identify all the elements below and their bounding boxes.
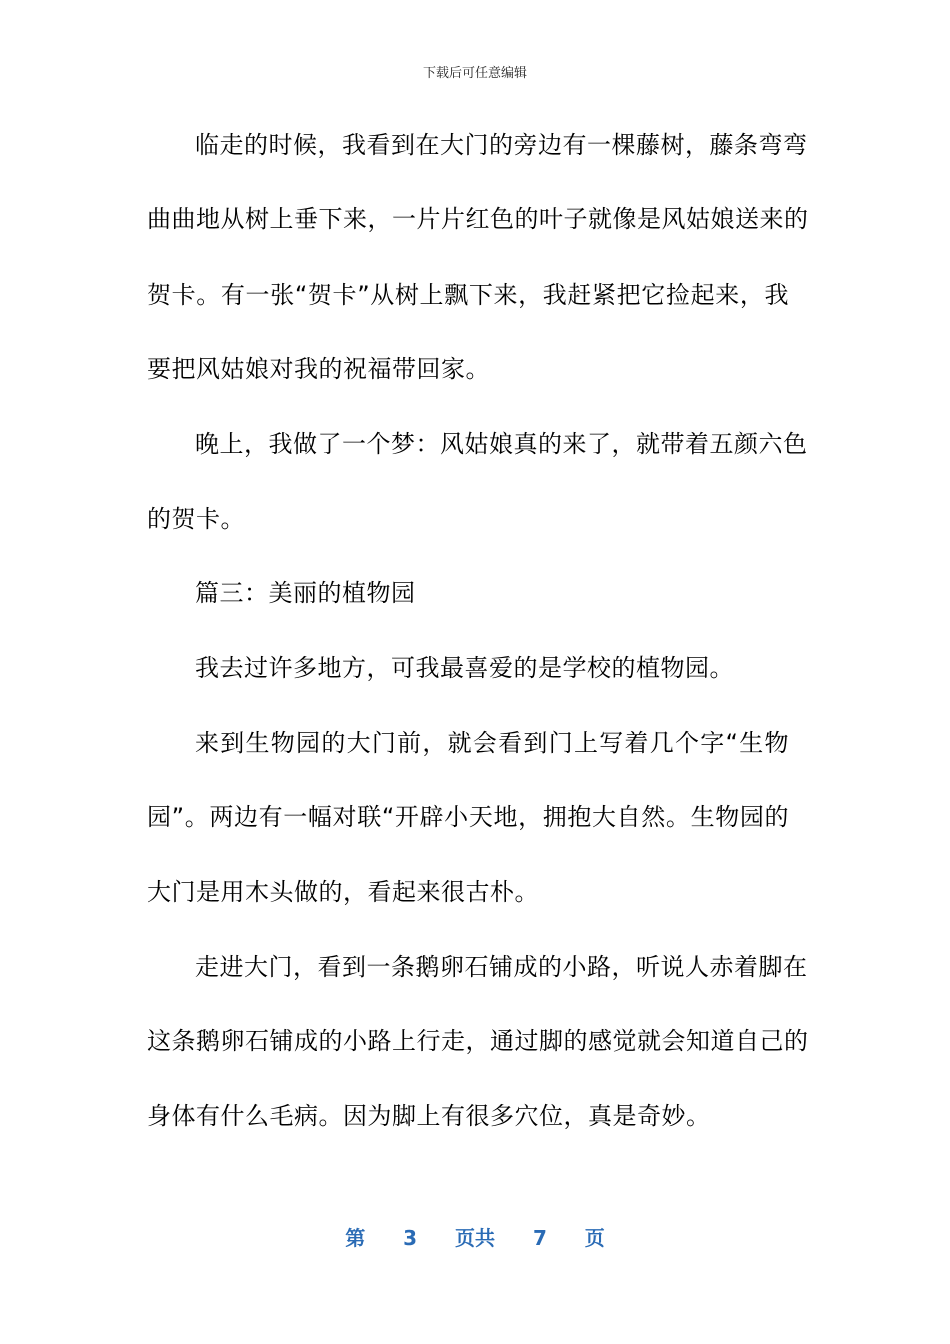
paragraph-line: 临走的时候，我看到在大门的旁边有一棵藤树，藤条弯弯 bbox=[195, 131, 808, 159]
paragraph-line: 园”。两边有一幅对联“开辟小天地，拥抱大自然。生物园的 bbox=[147, 803, 789, 831]
paragraph-line: 来到生物园的大门前，就会看到门上写着几个字“生物 bbox=[195, 729, 789, 757]
section-heading: 篇三：美丽的植物园 bbox=[195, 579, 416, 607]
page-number-footer bbox=[0, 1222, 950, 1254]
page-footer-prefix: 第 bbox=[345, 1226, 366, 1250]
page-footer-middle: 页共 bbox=[455, 1226, 495, 1250]
page-header-note: 下载后可任意编辑 bbox=[422, 66, 527, 81]
paragraph-line: 大门是用木头做的，看起来很古朴。 bbox=[147, 878, 539, 906]
page-footer-suffix: 页 bbox=[584, 1226, 605, 1250]
paragraph-line: 这条鹅卵石铺成的小路上行走，通过脚的感觉就会知道自己的 bbox=[147, 1027, 809, 1055]
total-page-number: 7 bbox=[532, 1226, 547, 1250]
paragraph-line: 走进大门，看到一条鹅卵石铺成的小路，听说人赤着脚在 bbox=[195, 953, 808, 981]
paragraph-line: 身体有什么毛病。因为脚上有很多穴位，真是奇妙。 bbox=[147, 1102, 711, 1130]
paragraph-line: 要把风姑娘对我的祝福带回家。 bbox=[147, 355, 490, 383]
paragraph-line: 曲曲地从树上垂下来，一片片红色的叶子就像是风姑娘送来的 bbox=[147, 205, 809, 233]
paragraph-line: 我去过许多地方，可我最喜爱的是学校的植物园。 bbox=[195, 654, 734, 682]
current-page-number: 3 bbox=[403, 1226, 418, 1250]
paragraph-line: 贺卡。有一张“贺卡”从树上飘下来，我赶紧把它捡起来，我 bbox=[147, 281, 789, 309]
paragraph-line: 晚上，我做了一个梦：风姑娘真的来了，就带着五颜六色 bbox=[195, 430, 808, 458]
paragraph-line: 的贺卡。 bbox=[147, 505, 245, 533]
